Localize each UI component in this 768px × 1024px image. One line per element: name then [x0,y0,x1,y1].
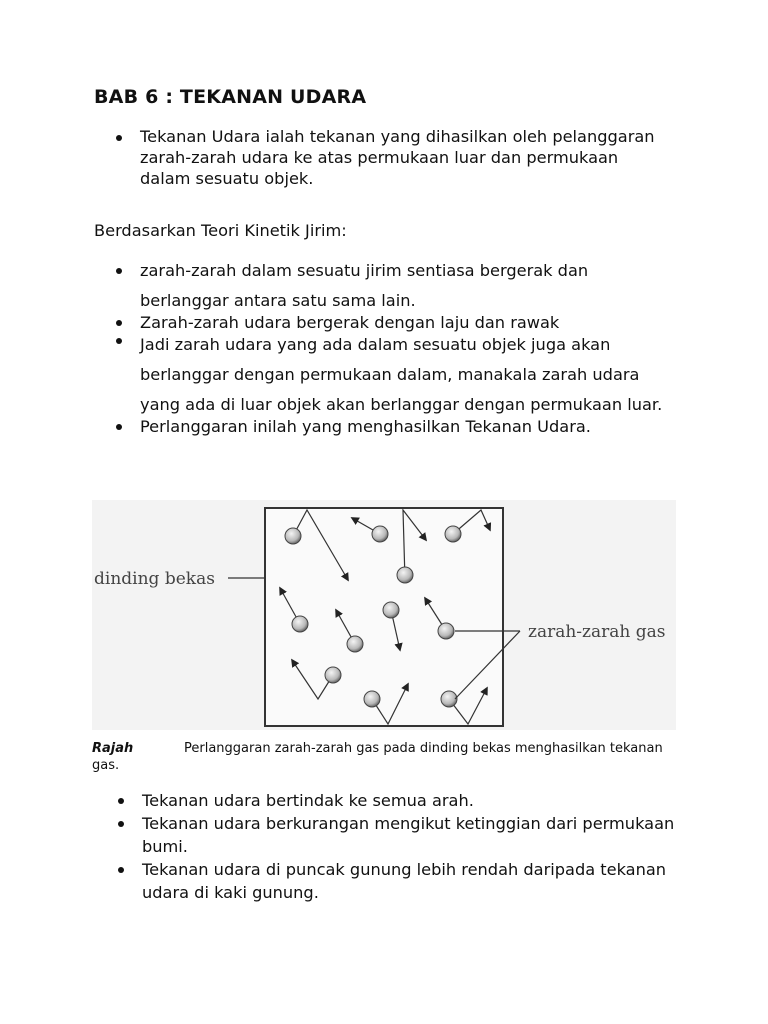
gas-particle [397,567,413,583]
gas-particle [347,636,363,652]
gas-particle [383,602,399,618]
gas-particle [285,528,301,544]
theory-heading: Berdasarkan Teori Kinetik Jirim: [94,221,347,240]
gas-particle [445,526,461,542]
definition-list [140,126,660,189]
summary-list [142,789,682,904]
list-item: Tekanan udara bertindak ke semua arah. [142,789,682,812]
page-title: BAB 6 : TEKANAN UDARA [94,86,367,108]
list-item: zarah-zarah dalam sesuatu jirim sentiasa bergerak dan berlanggar antara satu sama lain. [140,256,680,316]
gas-particle [372,526,388,542]
theory-list [140,256,680,438]
list-item: Perlanggaran inilah yang menghasilkan Tekanan Udara. [140,416,680,438]
gas-particle [364,691,380,707]
list-item: Tekanan Udara ialah tekanan yang dihasilkan oleh pelanggaran zarah-zarah udara ke atas permukaan luar dan permukaan dalam sesuatu objek. [140,126,660,189]
list-item: Tekanan udara di puncak gunung lebih rendah daripada tekanan udara di kaki gunung. [142,858,682,904]
list-item: Tekanan udara berkurangan mengikut ketinggian dari permukaan bumi. [142,812,682,858]
wall-label: dinding bekas [94,569,215,589]
gas-particle [441,691,457,707]
figure-caption [92,740,672,774]
gas-container-diagram [92,500,676,730]
gas-particle [325,667,341,683]
particle-label: zarah-zarah gas [528,622,666,642]
list-item: Jadi zarah udara yang ada dalam sesuatu objek juga akan berlanggar dengan permukaan dalam, manakala zarah udara yang ada di luar objek akan berlanggar dengan permukaan luar. [140,330,680,420]
caption-text: Perlanggaran zarah-zarah gas pada dinding bekas menghasilkan tekanan gas. [92,741,663,773]
list-item: Zarah-zarah udara bergerak dengan laju dan rawak [140,312,680,334]
caption-label: Rajah [92,741,134,756]
gas-particle [292,616,308,632]
gas-particle [438,623,454,639]
